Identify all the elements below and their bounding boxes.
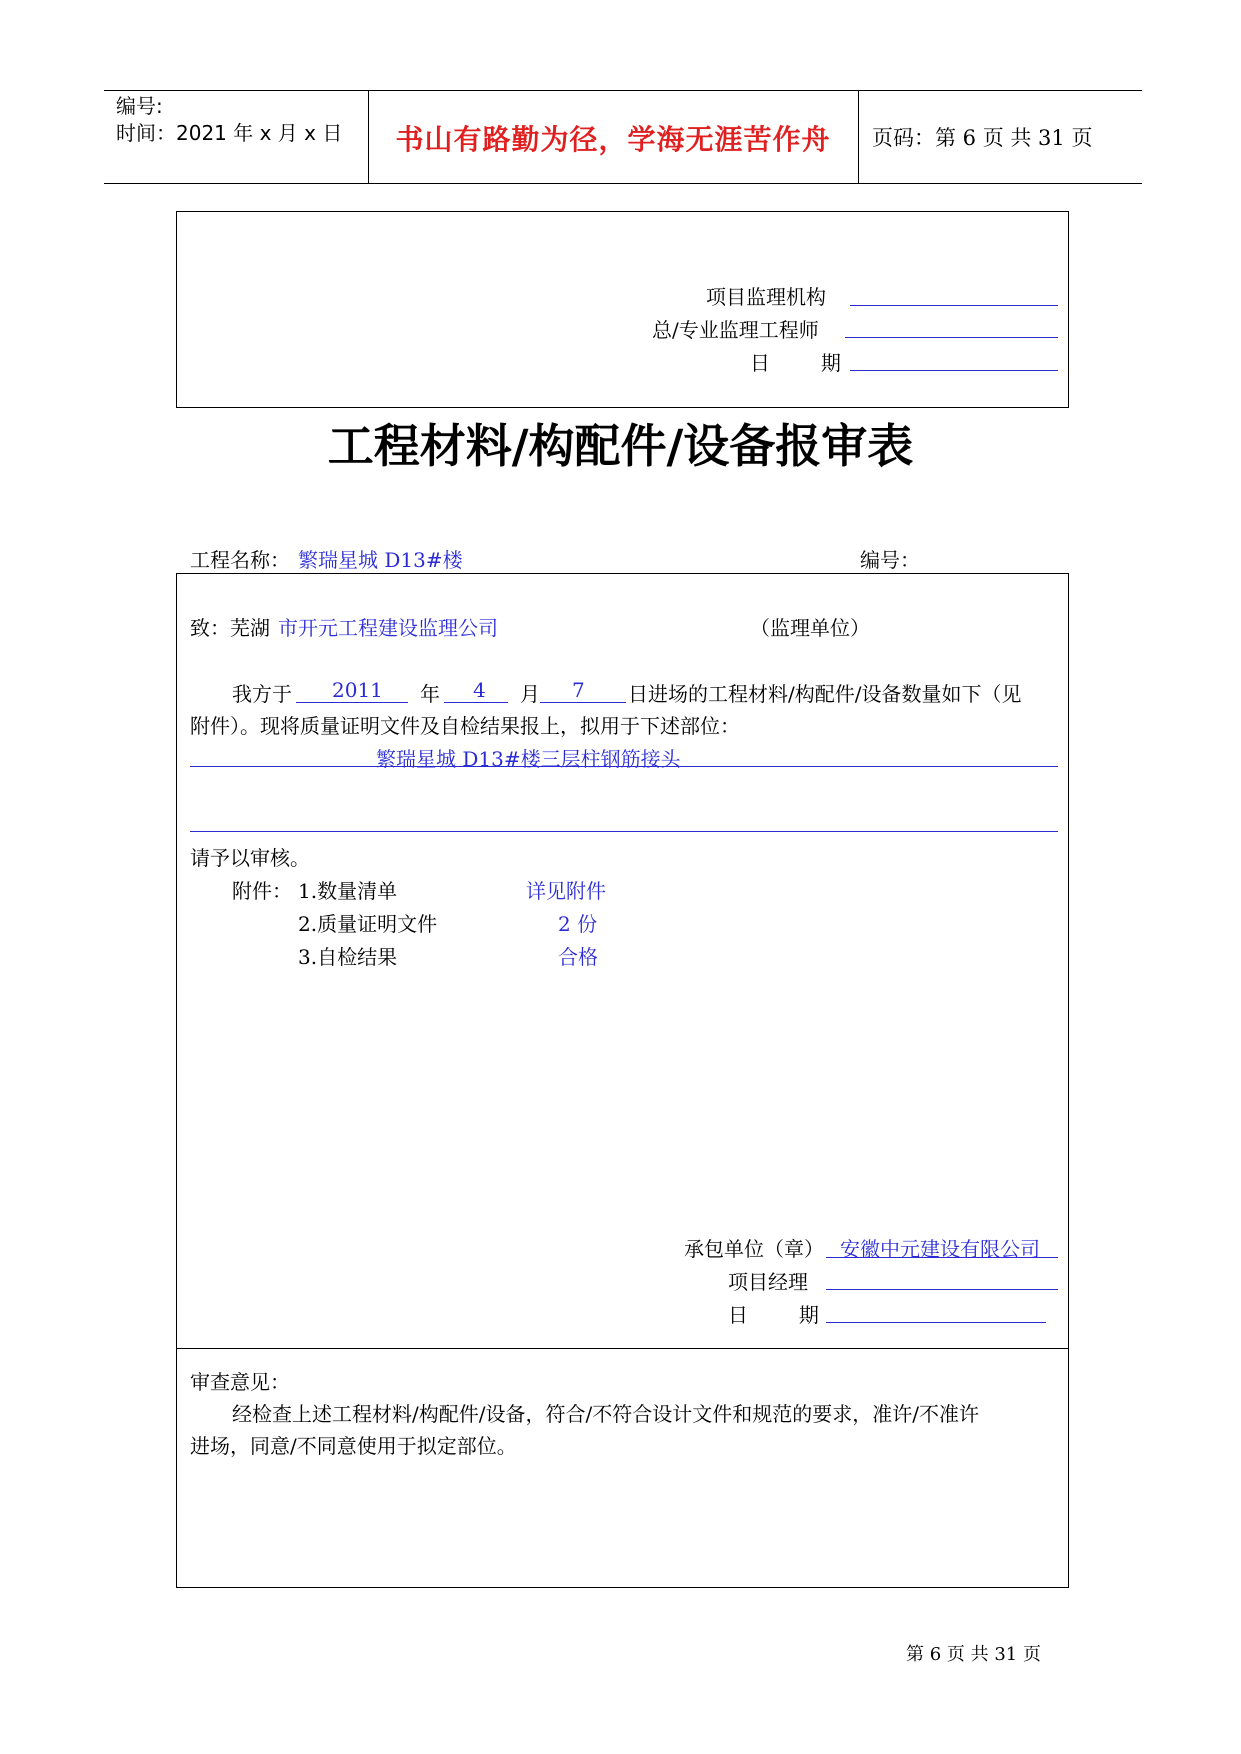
review-label: 审查意见： [190,1370,290,1394]
review-divider [176,1348,1069,1349]
addressee-prefix: 致：芜湖 [190,616,270,640]
addressee-company: 市开元工程建设监理公司 [278,616,498,640]
project-name-label: 工程名称： [190,548,290,572]
paragraph-prefix: 我方于 [232,682,292,706]
header-page-code: 页码：第 6 页 共 31 页 [872,126,1093,150]
request-text: 请予以审核。 [190,846,310,870]
contractor-name: 安徽中元建设有限公司 [840,1237,1040,1261]
header-time: 时间：2021 年 x 月 x 日 [116,121,343,145]
project-manager-line[interactable] [826,1289,1058,1290]
review-text-line-2: 进场，同意/不同意使用于拟定部位。 [190,1434,517,1458]
review-text-line-1: 经检查上述工程材料/构配件/设备，符合/不符合设计文件和规范的要求，准许/不准许 [232,1402,979,1426]
supervisor-date-label: 日 期 [750,351,841,375]
project-name-value: 繁瑞星城 D13#楼 [298,548,463,572]
entry-month-value: 4 [473,678,486,702]
attachment-value: 详见附件 [526,879,606,903]
attachments-label: 附件： [232,879,292,903]
supervision-org-label: 项目监理机构 [706,285,826,309]
usage-location-value: 繁瑞星城 D13#楼三层柱钢筋接头 [376,747,681,771]
entry-day-value: 7 [572,678,585,702]
supervisor-signature-box [176,211,1069,408]
project-manager-label: 项目经理 [728,1270,808,1294]
attachment-value: 合格 [558,945,598,969]
contractor-date-line[interactable] [826,1322,1046,1323]
entry-year-line[interactable] [296,702,408,703]
supervision-org-line[interactable] [850,305,1058,306]
paragraph-line-2: 附件）。现将质量证明文件及自检结果报上，拟用于下述部位： [190,714,740,738]
supervisor-date-line[interactable] [850,370,1058,371]
paragraph-line-1: 日进场的工程材料/构配件/设备数量如下（见 [628,682,1022,706]
usage-location-line-2[interactable] [190,831,1058,832]
attachment-name: 2.质量证明文件 [298,912,438,936]
header-motto: 书山有路勤为径，学海无涯苦作舟 [395,123,831,156]
year-label: 年 [420,682,440,706]
contractor-date-label: 日 期 [728,1303,819,1327]
page-footer: 第 6 页 共 31 页 [906,1644,1041,1665]
header-divider-2 [858,90,859,183]
usage-location-line-1[interactable] [190,766,1058,767]
addressee-suffix: （监理单位） [750,616,870,640]
header-top-rule [104,90,1142,91]
header-code-label: 编号: [116,94,163,118]
month-label: 月 [520,682,540,706]
supervising-engineer-label: 总/专业监理工程师 [652,318,819,342]
attachment-name: 1.数量清单 [298,879,398,903]
contractor-label: 承包单位（章） [684,1237,824,1261]
entry-year-value: 2011 [332,678,383,702]
supervising-engineer-line[interactable] [845,337,1058,338]
entry-month-line[interactable] [444,702,508,703]
entry-day-line[interactable] [540,702,626,703]
contractor-line[interactable] [826,1257,1058,1258]
attachment-value: 2 份 [558,912,598,936]
form-number-label: 编号： [860,548,920,572]
attachment-name: 3.自检结果 [298,945,398,969]
form-title: 工程材料/构配件/设备报审表 [327,419,914,473]
header-bottom-rule [104,183,1142,184]
